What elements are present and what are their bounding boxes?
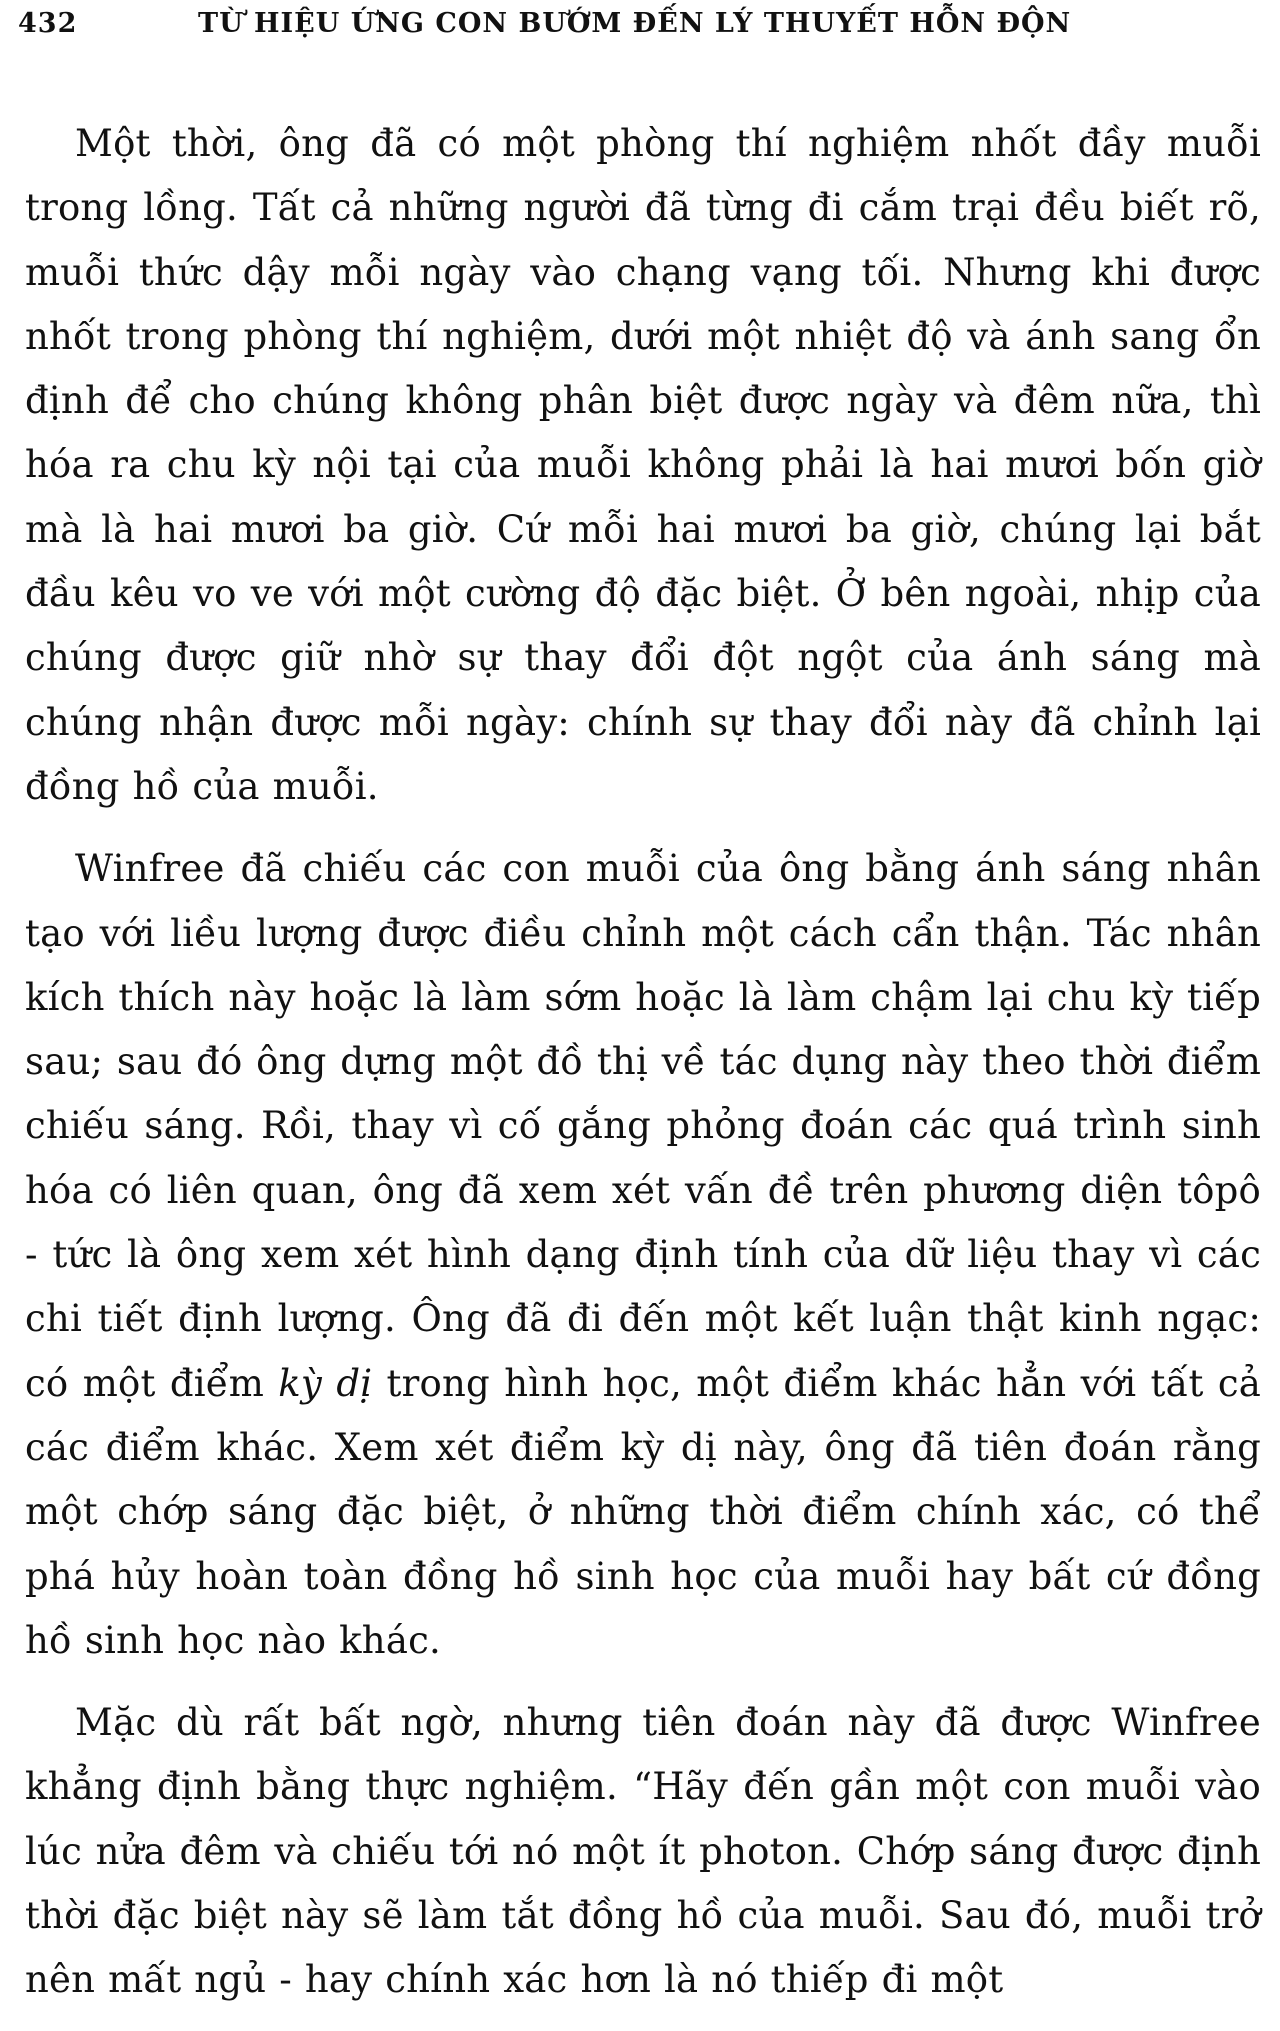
running-title: TỪ HIỆU ỨNG CON BƯỚM ĐẾN LÝ THUYẾT HỖN ĐỘN xyxy=(198,8,1072,39)
paragraph-2-text-after: trong hình học, một điểm khác hẳn với tất cả các điểm khác. Xem xét điểm kỳ dị này, ông đã tiên đoán rằng một chớp sáng đặc biệt, ở những thời điểm chính xác, có thể phá hủy hoàn toàn đồng hồ sinh học của muỗi hay bất cứ đồng hồ sinh học nào khác. xyxy=(25,1361,1262,1662)
paragraph-3 xyxy=(25,1691,1261,2012)
paragraph-2-italic-term: kỳ dị xyxy=(278,1361,373,1405)
page-number: 432 xyxy=(18,8,78,39)
paragraph-2 xyxy=(25,837,1261,1673)
body-text xyxy=(25,112,1261,2031)
page-header xyxy=(18,8,1262,48)
paragraph-1 xyxy=(25,112,1261,819)
paragraph-1-text: Một thời, ông đã có một phòng thí nghiệm nhốt đầy muỗi trong lồng. Tất cả những người đã từng đi cắm trại đều biết rõ, muỗi thức dậy mỗi ngày vào chạng vạng tối. Nhưng khi được nhốt trong phòng thí nghiệm, dưới một nhiệt độ và ánh sang ổn định để cho chúng không phân biệt được ngày và đêm nữa, thì hóa ra chu kỳ nội tại của muỗi không phải là hai mươi bốn giờ mà là hai mươi ba giờ. Cứ mỗi hai mươi ba giờ, chúng lại bắt đầu kêu vo ve với một cường độ đặc biệt. Ở bên ngoài, nhịp của chúng được giữ nhờ sự thay đổi đột ngột của ánh sáng mà chúng nhận được mỗi ngày: chính sự thay đổi này đã chỉnh lại đồng hồ của muỗi. xyxy=(25,122,1261,808)
paragraph-2-text-before: Winfree đã chiếu các con muỗi của ông bằng ánh sáng nhân tạo với liều lượng được điều chỉnh một cách cẩn thận. Tác nhân kích thích này hoặc là làm sớm hoặc là làm chậm lại chu kỳ tiếp sau; sau đó ông dựng một đồ thị về tác dụng này theo thời điểm chiếu sáng. Rồi, thay vì cố gắng phỏng đoán các quá trình sinh hóa có liên quan, ông đã xem xét vấn đề trên phương diện tôpô - tức là ông xem xét hình dạng định tính của dữ liệu thay vì các chi tiết định lượng. Ông đã đi đến một kết luận thật kinh ngạc: có một điểm xyxy=(25,847,1261,1405)
paragraph-3-text: Mặc dù rất bất ngờ, nhưng tiên đoán này đã được Winfree khẳng định bằng thực nghiệm. “Hãy đến gần một con muỗi vào lúc nửa đêm và chiếu tới nó một ít photon. Chớp sáng được định thời đặc biệt này sẽ làm tắt đồng hồ của muỗi. Sau đó, muỗi trở nên mất ngủ - hay chính xác hơn là nó thiếp đi một xyxy=(25,1701,1261,2002)
